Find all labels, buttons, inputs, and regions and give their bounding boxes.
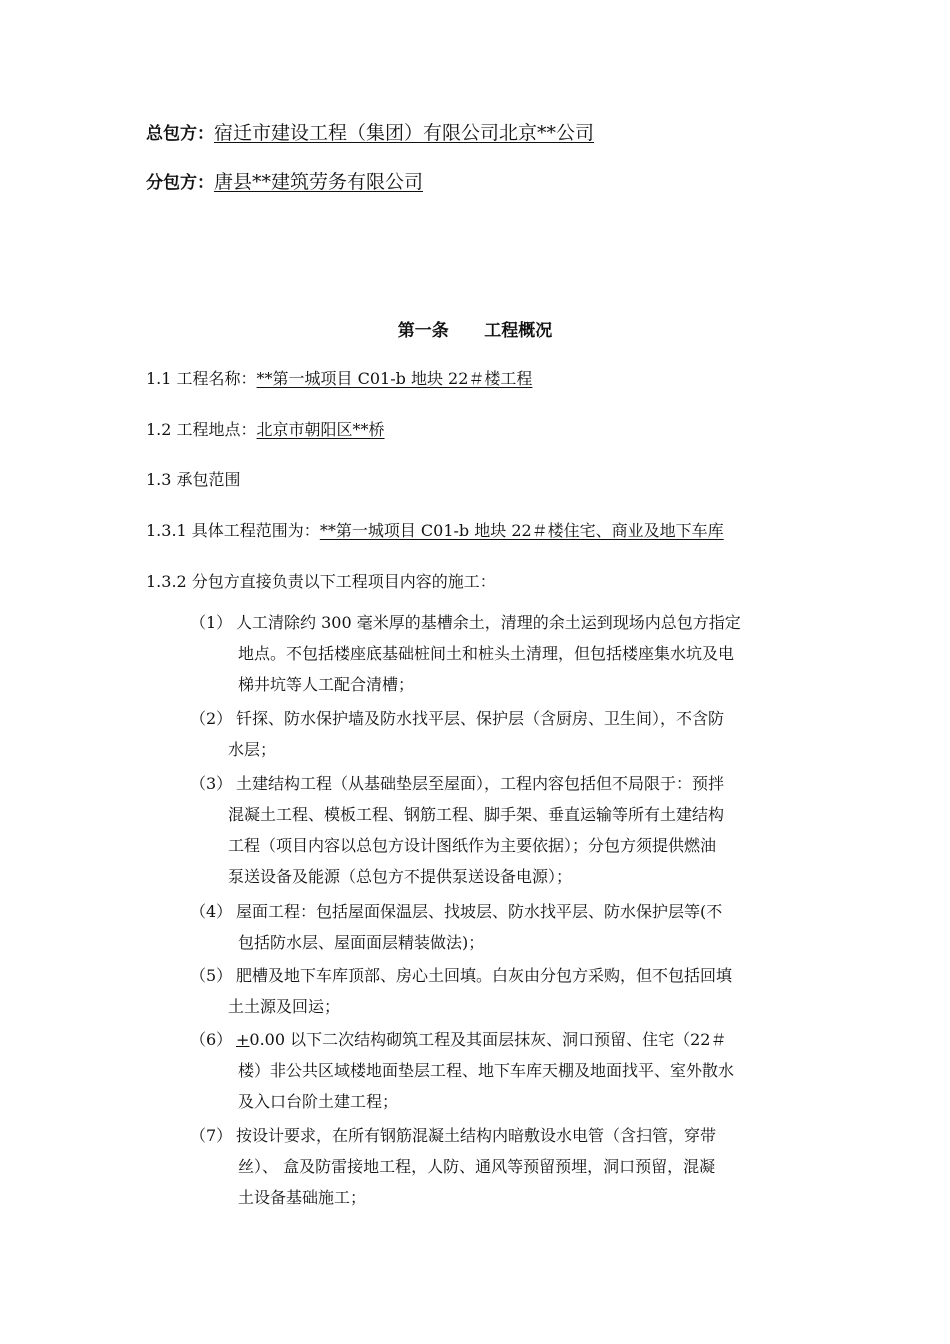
subcontractor-label: 分包方： — [146, 173, 214, 193]
item-text: 屋面工程：包括屋面保温层、找坡层、防水找平层、防水保护层等(不 — [236, 902, 723, 921]
section-1-3: 1.3 承包范围 — [146, 470, 241, 489]
item-text: 地点。不包括楼座底基础桩间土和桩头土清理，但包括楼座集水坑及电 — [238, 644, 735, 663]
scope-item-7 — [190, 1120, 850, 1213]
item-text: 土土源及回运； — [228, 997, 341, 1016]
scope-item-4 — [190, 896, 850, 958]
section-1-2 — [146, 418, 385, 442]
general-contractor-name: 宿迁市建设工程（集团）有限公司北京**公司 — [214, 122, 595, 144]
item-number: （4） — [190, 902, 233, 921]
item-text: 土设备基础施工； — [238, 1188, 367, 1207]
section-1-3-1 — [146, 519, 724, 543]
item-number: （3） — [190, 774, 233, 793]
item-text: 梯井坑等人工配合清槽； — [238, 675, 415, 694]
item-number: （5） — [190, 966, 233, 985]
item-text: 丝）、 盒及防雷接地工程，人防、通风等预留预埋，洞口预留，混凝 — [238, 1157, 716, 1176]
item-text: 泵送设备及能源（总包方不提供泵送设备电源）； — [228, 867, 573, 886]
general-contractor-label: 总包方： — [146, 124, 214, 144]
section-1-1 — [146, 367, 532, 391]
item-text: 土建结构工程（从基础垫层至屋面），工程内容包括但不局限于：预拌 — [236, 774, 725, 793]
item-number: （1） — [190, 613, 233, 632]
item-text: 工程（项目内容以总包方设计图纸作为主要依据）；分包方须提供燃油 — [228, 836, 717, 855]
scope-item-6 — [190, 1024, 850, 1117]
section-1-3-2: 1.3.2 分包方直接负责以下工程项目内容的施工： — [146, 572, 496, 591]
item-text: 人工清除约 300 毫米厚的基槽余土，清理的余土运到现场内总包方指定 — [236, 613, 741, 632]
project-location: 北京市朝阳区**桥 — [256, 420, 385, 439]
item-text: 肥槽及地下车库顶部、房心土回填。白灰由分包方采购，但不包括回填 — [236, 966, 733, 985]
section-1-3-1-label: 1.3.1 具体工程范围为： — [146, 521, 320, 540]
scope-item-1 — [190, 607, 850, 700]
article-title: 第一条 工程概况 — [397, 321, 553, 341]
item-text: 及入口台阶土建工程； — [238, 1092, 399, 1111]
item-text: 包括防水层、屋面面层精装做法)； — [238, 933, 485, 952]
plus-minus-sign: + — [236, 1030, 250, 1049]
project-name: **第一城项目 C01-b 地块 22＃楼工程 — [256, 369, 533, 388]
item-text: 钎探、防水保护墙及防水找平层、保护层（含厨房、卫生间），不含防 — [236, 709, 725, 728]
item-text: 按设计要求，在所有钢筋混凝土结构内暗敷设水电管（含扫管，穿带 — [236, 1126, 717, 1145]
project-scope: **第一城项目 C01-b 地块 22＃楼住宅、商业及地下车库 — [319, 521, 724, 540]
subcontractor-line — [146, 169, 423, 196]
item-text: 0.00 以下二次结构砌筑工程及其面层抹灰、洞口预留、住宅（22＃ — [249, 1030, 727, 1049]
section-1-1-label: 1.1 工程名称： — [146, 369, 257, 388]
item-text: 混凝土工程、模板工程、钢筋工程、脚手架、垂直运输等所有土建结构 — [228, 805, 725, 824]
scope-item-3 — [190, 768, 850, 892]
item-number: （7） — [190, 1126, 233, 1145]
item-number: （6） — [190, 1030, 233, 1049]
item-number: （2） — [190, 709, 233, 728]
item-text: 楼）非公共区域楼地面垫层工程、地下车库天棚及地面找平、室外散水 — [238, 1061, 735, 1080]
item-text: 水层； — [228, 740, 277, 759]
scope-item-2 — [190, 703, 850, 765]
general-contractor-line — [146, 120, 594, 147]
scope-item-5 — [190, 960, 850, 1022]
section-1-2-label: 1.2 工程地点： — [146, 420, 257, 439]
subcontractor-name: 唐县**建筑劳务有限公司 — [214, 171, 424, 193]
